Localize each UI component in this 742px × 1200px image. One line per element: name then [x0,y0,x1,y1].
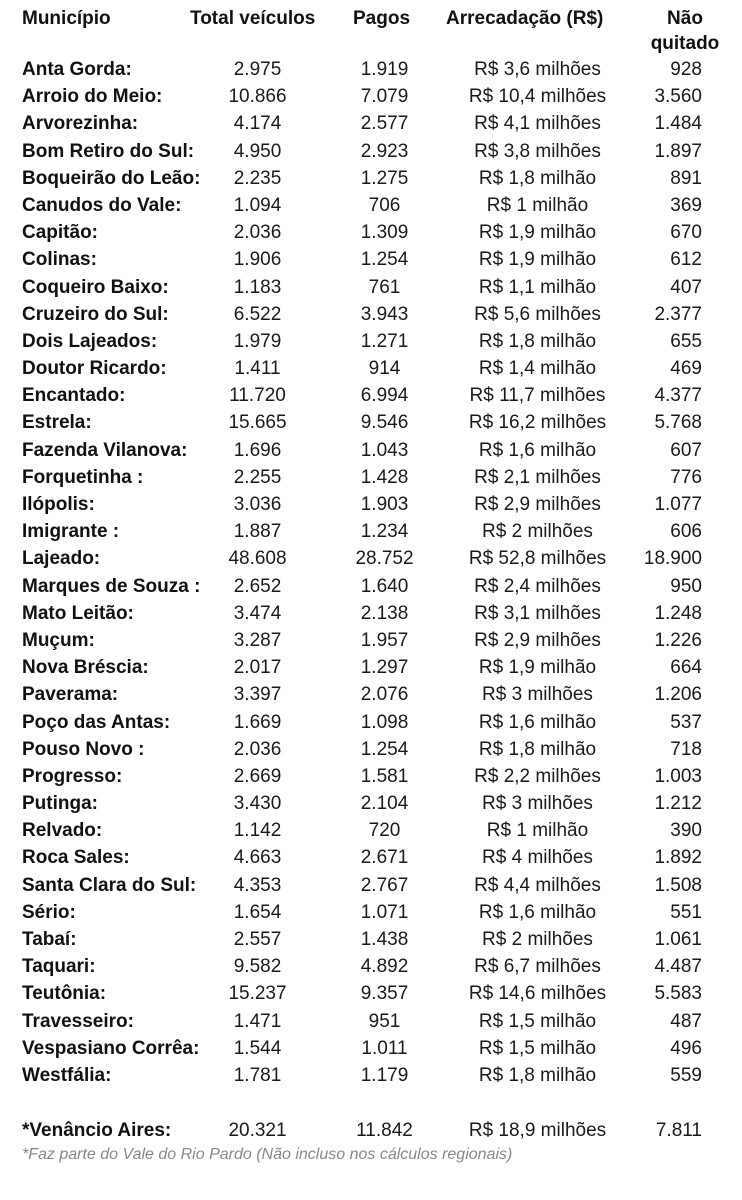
cell-total-veiculos: 4.950 [233,140,282,162]
table-body [0,56,742,1089]
table-row [0,382,742,409]
table-row-extra [0,1117,742,1144]
cell-pagos: 1.254 [360,738,409,760]
cell-nao-quitado: 928 [670,59,702,80]
cell-pagos: 1.254 [360,249,409,271]
table-row [0,1062,742,1089]
cell-total-veiculos: 3.287 [233,629,282,651]
cell-total-veiculos: 3.036 [233,494,282,515]
table-row [0,627,742,654]
cell-total-veiculos: 6.522 [233,303,282,325]
cell-municipio: Cruzeiro do Sul: [22,303,169,325]
header-nao-quitado [640,6,730,56]
table-row [0,545,742,572]
cell-pagos: 2.923 [360,140,409,162]
cell-municipio: Coqueiro Baixo: [22,276,169,298]
cell-arrecadacao: R$ 1,8 milhão [478,167,597,189]
cell-total-veiculos: 2.017 [233,657,282,679]
cell-municipio: Capitão: [22,222,98,244]
table-row [0,1008,742,1035]
cell-total-veiculos: 2.036 [233,738,282,760]
cell-total-veiculos: 48.608 [228,548,287,570]
cell-municipio: Forquetinha : [22,466,144,488]
cell-total-veiculos: 4.353 [233,874,282,896]
cell-pagos: 1.271 [360,330,409,352]
cell-pagos: 4.892 [360,956,409,978]
cell-nao-quitado: 551 [670,901,702,923]
cell-pagos: 9.357 [360,983,409,1005]
cell-arrecadacao: R$ 1,5 milhão [478,1010,597,1032]
table-row [0,138,742,165]
cell-nao-quitado: 469 [670,358,702,380]
cell-pagos: 951 [368,1010,401,1032]
cell-nao-quitado: 1.226 [654,629,702,651]
cell-total-veiculos: 1.654 [233,901,282,923]
cell-municipio: Travesseiro: [22,1010,134,1032]
cell-total-veiculos: 1.906 [233,249,282,271]
cell-nao-quitado: 1.206 [654,684,702,706]
cell-nao-quitado: 655 [670,330,702,352]
cell-nao-quitado: 4.487 [654,956,702,978]
cell-pagos: 9.546 [360,412,409,434]
cell-total-veiculos: 1.696 [233,439,282,461]
cell-nao-quitado: 4.377 [654,385,702,407]
cell-municipio: Imigrante : [22,521,120,543]
cell-nao-quitado: 1.248 [654,602,702,624]
table-row [0,165,742,192]
table-row [0,573,742,600]
cell-municipio: Sério: [22,901,76,923]
table-row [0,301,742,328]
cell-nao-quitado: 612 [670,249,702,271]
cell-total-veiculos: 1.544 [233,1037,282,1059]
cell-arrecadacao: R$ 4,4 milhões [474,874,601,896]
cell-nao-quitado: 1.508 [654,874,702,896]
cell-municipio: Colinas: [22,249,97,271]
cell-total-veiculos: 9.582 [233,956,282,978]
cell-arrecadacao: R$ 2,4 milhões [474,575,601,597]
cell-pagos: 2.138 [360,602,409,624]
table-row [0,926,742,953]
cell-nao-quitado: 1.892 [654,847,702,869]
cell-municipio: Doutor Ricardo: [22,358,167,380]
table-row [0,709,742,736]
cell-pagos: 1.903 [360,494,409,515]
cell-pagos: 706 [368,194,401,216]
cell-arrecadacao: R$ 2,2 milhões [474,765,601,787]
cell-municipio: Arvorezinha: [22,113,139,135]
cell-arrecadacao: R$ 1,6 milhão [478,711,597,733]
cell-total-veiculos: 3.430 [233,793,282,815]
cell-pagos: 1.011 [361,1037,408,1059]
cell-pagos: 2.671 [360,847,409,869]
header-nao-quitado-line2: quitado [650,33,720,54]
cell-pagos: 1.297 [360,657,409,679]
cell-pagos: 2.104 [360,793,409,815]
cell-total-veiculos: 3.397 [233,684,282,706]
cell-total-veiculos: 4.174 [233,113,282,135]
table-row [0,518,742,545]
cell-municipio: Putinga: [22,793,98,815]
cell-nao-quitado: 369 [670,194,702,216]
cell-arrecadacao: R$ 16,2 milhões [468,412,607,434]
cell-arrecadacao: R$ 1,8 milhão [478,1064,597,1086]
cell-arrecadacao: R$ 3,6 milhões [474,59,601,80]
table-row [0,355,742,382]
table-row [0,681,742,708]
cell-arrecadacao: R$ 1,9 milhão [478,222,597,244]
cell-arrecadacao: R$ 1,8 milhão [478,330,597,352]
cell-total-veiculos: 2.557 [233,929,282,950]
cell-arrecadacao: R$ 52,8 milhões [468,548,607,570]
cell-total-veiculos: 3.474 [233,602,282,624]
table-row [0,872,742,899]
cell-nao-quitado: 559 [670,1064,702,1086]
table-row [0,274,742,301]
table-row [0,246,742,273]
cell-municipio: Nova Bréscia: [22,657,149,679]
cell-nao-quitado: 5.583 [654,983,702,1005]
cell-nao-quitado: 1.003 [654,765,702,787]
cell-municipio: Taquari: [22,956,96,978]
cell-total-veiculos: 2.975 [233,59,282,80]
cell-nao-quitado: 3.560 [654,86,702,108]
cell-arrecadacao: R$ 18,9 milhões [468,1120,607,1141]
cell-nao-quitado: 664 [670,657,702,679]
cell-municipio: Roca Sales: [22,847,130,869]
cell-total-veiculos: 1.142 [233,820,282,842]
cell-municipio: Fazenda Vilanova: [22,439,188,461]
header-municipio: Município [22,8,111,29]
cell-nao-quitado: 606 [670,521,702,543]
cell-arrecadacao: R$ 1,9 milhão [478,249,597,271]
cell-municipio: Poço das Antas: [22,711,171,733]
cell-total-veiculos: 2.652 [233,575,282,597]
cell-nao-quitado: 607 [670,439,702,461]
cell-total-veiculos: 15.665 [228,412,287,434]
cell-municipio: Santa Clara do Sul: [22,874,197,896]
cell-pagos: 1.581 [360,765,409,787]
cell-nao-quitado: 776 [670,466,702,488]
table-row [0,980,742,1007]
cell-municipio: Encantado: [22,385,126,407]
cell-municipio: Canudos do Vale: [22,194,182,216]
cell-pagos: 6.994 [360,385,409,407]
cell-nao-quitado: 1.061 [654,929,702,950]
cell-pagos: 2.577 [360,113,409,135]
cell-arrecadacao: R$ 2,9 milhões [474,629,601,651]
cell-total-veiculos: 2.255 [233,466,282,488]
cell-pagos: 761 [368,276,401,298]
cell-total-veiculos: 1.887 [233,521,282,543]
cell-municipio: Muçum: [22,629,95,651]
cell-nao-quitado: 950 [670,575,702,597]
table-row [0,56,742,83]
cell-total-veiculos: 4.663 [233,847,282,869]
cell-total-veiculos: 1.411 [234,358,281,380]
cell-pagos: 1.234 [360,521,409,543]
cell-total-veiculos: 2.235 [233,167,282,189]
table-row [0,464,742,491]
cell-municipio: Westfália: [22,1064,112,1086]
cell-arrecadacao: R$ 3 milhões [482,684,593,706]
cell-nao-quitado: 1.897 [654,140,702,162]
table-row [0,899,742,926]
cell-total-veiculos: 1.979 [233,330,282,352]
cell-arrecadacao: R$ 1 milhão [486,820,589,842]
table-row [0,219,742,246]
cell-nao-quitado: 891 [670,167,702,189]
cell-nao-quitado: 1.077 [654,494,702,515]
cell-pagos: 28.752 [355,548,414,570]
cell-arrecadacao: R$ 2 milhões [482,521,593,543]
cell-arrecadacao: R$ 2,9 milhões [474,494,601,515]
cell-pagos: 1.309 [360,222,409,244]
header-nao-quitado-line1: Não [667,8,703,29]
cell-pagos: 11.842 [356,1120,413,1141]
table-row [0,790,742,817]
header-total-veiculos: Total veículos [190,8,316,29]
cell-pagos: 1.275 [360,167,409,189]
cell-pagos: 1.098 [360,711,409,733]
cell-arrecadacao: R$ 3,8 milhões [474,140,601,162]
cell-nao-quitado: 1.212 [654,793,702,815]
cell-pagos: 1.438 [360,929,409,950]
cell-pagos: 1.043 [360,439,409,461]
header-arrecadacao: Arrecadação (R$) [446,8,604,29]
table-row [0,600,742,627]
cell-arrecadacao: R$ 4,1 milhões [474,113,601,135]
cell-pagos: 1.919 [360,59,409,80]
table-row [0,817,742,844]
cell-municipio: Marques de Souza : [22,575,201,597]
cell-total-veiculos: 1.781 [233,1064,282,1086]
cell-municipio: *Venâncio Aires: [22,1120,172,1141]
cell-pagos: 2.076 [360,684,409,706]
cell-pagos: 1.640 [360,575,409,597]
cell-arrecadacao: R$ 2,1 milhões [474,466,601,488]
table-row [0,409,742,436]
cell-total-veiculos: 11.720 [229,385,286,407]
cell-total-veiculos: 15.237 [228,983,287,1005]
cell-nao-quitado: 7.811 [655,1120,702,1141]
cell-pagos: 1.179 [360,1064,409,1086]
cell-arrecadacao: R$ 1,9 milhão [478,657,597,679]
cell-total-veiculos: 2.036 [233,222,282,244]
cell-municipio: Progresso: [22,765,123,787]
table-row [0,83,742,110]
table-row [0,654,742,681]
cell-municipio: Anta Gorda: [22,59,132,80]
cell-pagos: 7.079 [360,86,409,108]
cell-municipio: Arroio do Meio: [22,86,163,108]
cell-municipio: Boqueirão do Leão: [22,167,201,189]
cell-pagos: 720 [368,820,401,842]
cell-arrecadacao: R$ 5,6 milhões [474,303,601,325]
cell-arrecadacao: R$ 4 milhões [482,847,593,869]
cell-arrecadacao: R$ 1 milhão [486,194,589,216]
cell-arrecadacao: R$ 6,7 milhões [474,956,601,978]
cell-arrecadacao: R$ 1,4 milhão [478,358,597,380]
cell-total-veiculos: 10.866 [228,86,287,108]
cell-arrecadacao: R$ 1,6 milhão [478,439,597,461]
cell-total-veiculos: 2.669 [233,765,282,787]
cell-municipio: Estrela: [22,412,92,434]
cell-nao-quitado: 1.484 [654,113,702,135]
cell-nao-quitado: 670 [670,222,702,244]
table-row [0,1035,742,1062]
cell-arrecadacao: R$ 1,5 milhão [478,1037,597,1059]
cell-municipio: Mato Leitão: [22,602,134,624]
cell-nao-quitado: 407 [670,276,702,298]
cell-arrecadacao: R$ 14,6 milhões [468,983,607,1005]
cell-municipio: Pouso Novo : [22,738,145,760]
cell-arrecadacao: R$ 10,4 milhões [468,86,607,108]
cell-municipio: Ilópolis: [22,494,95,515]
cell-pagos: 1.957 [360,629,409,651]
cell-municipio: Tabaí: [22,929,77,950]
cell-pagos: 1.071 [360,901,409,923]
table-row [0,953,742,980]
cell-pagos: 2.767 [360,874,409,896]
cell-nao-quitado: 390 [670,820,702,842]
cell-arrecadacao: R$ 2 milhões [482,929,593,950]
cell-municipio: Bom Retiro do Sul: [22,140,195,162]
cell-nao-quitado: 537 [670,711,702,733]
cell-total-veiculos: 1.669 [233,711,282,733]
cell-pagos: 3.943 [360,303,409,325]
cell-nao-quitado: 487 [670,1010,702,1032]
cell-arrecadacao: R$ 1,8 milhão [478,738,597,760]
cell-municipio: Vespasiano Corrêa: [22,1037,200,1059]
cell-municipio: Teutônia: [22,983,107,1005]
cell-arrecadacao: R$ 1,6 milhão [478,901,597,923]
cell-total-veiculos: 1.183 [233,276,282,298]
table-row [0,328,742,355]
cell-municipio: Relvado: [22,820,103,842]
cell-arrecadacao: R$ 3 milhões [482,793,593,815]
cell-nao-quitado: 5.768 [654,412,702,434]
table-row [0,763,742,790]
table-row [0,736,742,763]
cell-total-veiculos: 20.321 [228,1120,287,1141]
table-row [0,110,742,137]
cell-municipio: Lajeado: [22,548,101,570]
table-row [0,437,742,464]
cell-pagos: 1.428 [360,466,409,488]
cell-municipio: Dois Lajeados: [22,330,158,352]
cell-nao-quitado: 718 [670,738,702,760]
cell-municipio: Paverama: [22,684,119,706]
cell-total-veiculos: 1.471 [233,1010,282,1032]
header-pagos: Pagos [353,8,411,29]
table-row [0,192,742,219]
cell-nao-quitado: 2.377 [654,303,702,325]
table-row [0,844,742,871]
footnote: *Faz parte do Vale do Rio Pardo (Não incluso nos cálculos regionais) [22,1146,513,1163]
cell-arrecadacao: R$ 11,7 milhões [469,385,606,407]
cell-nao-quitado: 496 [670,1037,702,1059]
cell-pagos: 914 [368,358,401,380]
cell-nao-quitado: 18.900 [643,548,702,570]
cell-total-veiculos: 1.094 [233,194,282,216]
cell-arrecadacao: R$ 1,1 milhão [478,276,597,298]
cell-arrecadacao: R$ 3,1 milhões [474,602,601,624]
table-row [0,491,742,518]
